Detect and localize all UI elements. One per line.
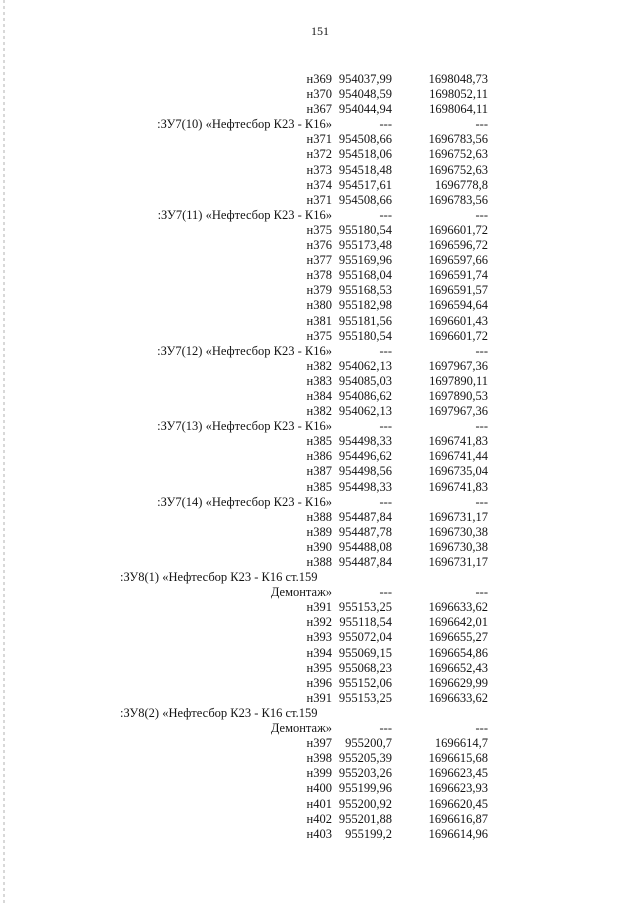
coordinate-row — [0, 178, 640, 193]
x-coordinate: 954498,56 — [338, 464, 392, 479]
y-coordinate: --- — [475, 207, 488, 222]
coordinate-row — [0, 359, 640, 374]
x-coordinate: 955180,54 — [338, 222, 392, 237]
x-coordinate: --- — [379, 117, 392, 132]
point-id: н376 — [306, 238, 332, 253]
x-coordinate: 955169,96 — [338, 253, 392, 268]
point-id: н381 — [306, 313, 332, 328]
point-id: н371 — [306, 192, 332, 207]
plot-label: Демонтаж» — [270, 585, 332, 600]
x-coordinate: 954062,13 — [338, 358, 392, 373]
y-coordinate: 1696655,27 — [428, 630, 488, 645]
y-coordinate: 1696741,44 — [428, 449, 488, 464]
plot-header-row — [0, 344, 640, 359]
point-id: н399 — [306, 766, 332, 781]
point-id: н398 — [306, 751, 332, 766]
x-coordinate: 954062,13 — [338, 404, 392, 419]
y-coordinate: 1696596,72 — [428, 238, 488, 253]
x-coordinate: 954498,33 — [338, 434, 392, 449]
point-id: н378 — [306, 268, 332, 283]
x-coordinate: 955118,54 — [339, 615, 392, 630]
point-id: н396 — [306, 675, 332, 690]
plot-header-row — [0, 585, 640, 600]
coordinate-row — [0, 238, 640, 253]
point-id: н391 — [306, 600, 332, 615]
x-coordinate: 955181,56 — [338, 313, 392, 328]
point-id: н370 — [306, 87, 332, 102]
x-coordinate: 955152,06 — [338, 675, 392, 690]
coordinate-row — [0, 540, 640, 555]
x-coordinate: 955069,15 — [338, 645, 392, 660]
y-coordinate: 1696629,99 — [428, 675, 488, 690]
coordinate-row — [0, 102, 640, 117]
y-coordinate: 1696597,66 — [428, 253, 488, 268]
coordinate-row — [0, 600, 640, 615]
point-id: н382 — [306, 404, 332, 419]
point-id: н391 — [306, 690, 332, 705]
y-coordinate: 1696731,17 — [428, 555, 488, 569]
x-coordinate: --- — [379, 494, 392, 509]
coordinate-row — [0, 374, 640, 389]
coordinate-row — [0, 525, 640, 540]
x-coordinate: 954048,59 — [338, 87, 392, 102]
x-coordinate: 955200,92 — [338, 796, 392, 811]
point-id: н383 — [306, 373, 332, 388]
y-coordinate: --- — [475, 419, 488, 434]
plot-header-row — [0, 495, 640, 510]
x-coordinate: 954498,33 — [338, 479, 392, 494]
coordinate-row — [0, 163, 640, 178]
plot-label: :ЗУ8(1) «Нефтесбор К23 - К16 ст.159 — [120, 570, 318, 585]
point-id: н397 — [306, 736, 332, 751]
y-coordinate: 1696642,01 — [428, 615, 488, 630]
point-id: н395 — [306, 660, 332, 675]
point-id: н390 — [306, 539, 332, 554]
y-coordinate: 1696752,63 — [428, 162, 488, 177]
x-coordinate: --- — [379, 207, 392, 222]
coordinate-row — [0, 434, 640, 449]
y-coordinate: 1696591,74 — [428, 268, 488, 283]
point-id: н377 — [306, 253, 332, 268]
plot-header-row — [0, 706, 640, 721]
y-coordinate: 1696601,72 — [428, 222, 488, 237]
y-coordinate: 1696730,38 — [428, 539, 488, 554]
y-coordinate: 1696620,45 — [428, 796, 488, 811]
y-coordinate: 1697890,53 — [428, 388, 488, 403]
point-id: н371 — [306, 132, 332, 147]
point-id: н372 — [306, 147, 332, 162]
y-coordinate: 1696615,68 — [428, 751, 488, 766]
point-id: н375 — [306, 222, 332, 237]
coordinate-row — [0, 630, 640, 645]
y-coordinate: 1696735,04 — [428, 464, 488, 479]
y-coordinate: 1696594,64 — [428, 298, 488, 313]
y-coordinate: 1696731,17 — [428, 509, 488, 524]
x-coordinate: --- — [379, 343, 392, 358]
coordinate-row — [0, 132, 640, 147]
coordinate-row — [0, 555, 640, 570]
y-coordinate: 1697890,11 — [429, 373, 488, 388]
point-id: н387 — [306, 464, 332, 479]
point-id: н401 — [306, 796, 332, 811]
coordinate-table — [0, 72, 640, 842]
x-coordinate: 954085,03 — [338, 373, 392, 388]
coordinate-row — [0, 389, 640, 404]
x-coordinate: 954487,84 — [338, 509, 392, 524]
x-coordinate: --- — [379, 419, 392, 434]
y-coordinate: 1696614,96 — [428, 826, 488, 841]
coordinate-row — [0, 404, 640, 419]
point-id: н379 — [306, 283, 332, 298]
y-coordinate: 1696616,87 — [428, 811, 488, 826]
point-id: н393 — [306, 630, 332, 645]
y-coordinate: 1696752,63 — [428, 147, 488, 162]
y-coordinate: --- — [475, 117, 488, 132]
x-coordinate: 954487,84 — [338, 555, 392, 569]
point-id: н402 — [306, 811, 332, 826]
coordinate-row — [0, 253, 640, 268]
x-coordinate: 955201,88 — [338, 811, 392, 826]
y-coordinate: 1696591,57 — [428, 283, 488, 298]
x-coordinate: 955153,25 — [338, 600, 392, 615]
page-number: 151 — [311, 24, 329, 38]
plot-header-row — [0, 208, 640, 223]
plot-header-row — [0, 721, 640, 736]
y-coordinate: 1698048,73 — [428, 72, 488, 86]
y-coordinate: 1696623,45 — [428, 766, 488, 781]
y-coordinate: 1697967,36 — [428, 404, 488, 419]
point-id: н388 — [306, 509, 332, 524]
coordinate-row — [0, 827, 640, 842]
x-coordinate: 954488,08 — [338, 539, 392, 554]
y-coordinate: 1696778,8 — [434, 177, 488, 192]
plot-label: :ЗУ7(12) «Нефтесбор К23 - К16» — [157, 343, 332, 358]
point-id: н373 — [306, 162, 332, 177]
x-coordinate: 954496,62 — [338, 449, 392, 464]
coordinate-row — [0, 615, 640, 630]
x-coordinate: 955168,04 — [338, 268, 392, 283]
y-coordinate: 1696614,7 — [434, 736, 488, 751]
point-id: н394 — [306, 645, 332, 660]
y-coordinate: 1696654,86 — [428, 645, 488, 660]
x-coordinate: 954518,48 — [338, 162, 392, 177]
point-id: н384 — [306, 388, 332, 403]
coordinate-row — [0, 510, 640, 525]
x-coordinate: 954508,66 — [338, 132, 392, 147]
coordinate-row — [0, 314, 640, 329]
plot-label: :ЗУ7(14) «Нефтесбор К23 - К16» — [157, 494, 332, 509]
point-id: н380 — [306, 298, 332, 313]
y-coordinate: 1696601,43 — [428, 313, 488, 328]
x-coordinate: 955182,98 — [338, 298, 392, 313]
y-coordinate: 1696633,62 — [428, 690, 488, 705]
point-id: н367 — [306, 102, 332, 117]
coordinate-row — [0, 646, 640, 661]
x-coordinate: 955072,04 — [338, 630, 392, 645]
coordinate-row — [0, 268, 640, 283]
coordinate-row — [0, 661, 640, 676]
x-coordinate: 954044,94 — [338, 102, 392, 117]
x-coordinate: --- — [379, 585, 392, 600]
coordinate-row — [0, 87, 640, 102]
y-coordinate: 1696652,43 — [428, 660, 488, 675]
y-coordinate: 1696601,72 — [428, 328, 488, 343]
point-id: н369 — [306, 72, 332, 86]
coordinate-row — [0, 193, 640, 208]
y-coordinate: 1698064,11 — [429, 102, 488, 117]
coordinate-row — [0, 751, 640, 766]
y-coordinate: 1696741,83 — [428, 479, 488, 494]
point-id: н375 — [306, 328, 332, 343]
point-id: н374 — [306, 177, 332, 192]
x-coordinate: 955180,54 — [338, 328, 392, 343]
x-coordinate: 954517,61 — [338, 177, 392, 192]
coordinate-row — [0, 676, 640, 691]
coordinate-row — [0, 147, 640, 162]
y-coordinate: 1696623,93 — [428, 781, 488, 796]
point-id: н388 — [306, 555, 332, 569]
y-coordinate: --- — [475, 721, 488, 736]
coordinate-row — [0, 283, 640, 298]
x-coordinate: 955199,96 — [338, 781, 392, 796]
point-id: н385 — [306, 479, 332, 494]
plot-label: :ЗУ7(11) «Нефтесбор К23 - К16» — [157, 207, 332, 222]
coordinate-row — [0, 691, 640, 706]
y-coordinate: --- — [475, 343, 488, 358]
x-coordinate: --- — [379, 721, 392, 736]
y-coordinate: 1696633,62 — [428, 600, 488, 615]
x-coordinate: 955173,48 — [338, 238, 392, 253]
y-coordinate: 1696730,38 — [428, 524, 488, 539]
coordinate-row — [0, 797, 640, 812]
x-coordinate: 954086,62 — [338, 388, 392, 403]
coordinate-row — [0, 781, 640, 796]
y-coordinate: --- — [475, 494, 488, 509]
x-coordinate: 955068,23 — [338, 660, 392, 675]
y-coordinate: 1696783,56 — [428, 192, 488, 207]
coordinate-row — [0, 812, 640, 827]
point-id: н386 — [306, 449, 332, 464]
x-coordinate: 955199,2 — [345, 826, 392, 841]
plot-header-row — [0, 117, 640, 132]
y-coordinate: --- — [475, 585, 488, 600]
plot-label: :ЗУ7(10) «Нефтесбор К23 - К16» — [157, 117, 332, 132]
coordinate-row — [0, 298, 640, 313]
plot-header-row — [0, 419, 640, 434]
plot-label: :ЗУ7(13) «Нефтесбор К23 - К16» — [157, 419, 332, 434]
point-id: н392 — [306, 615, 332, 630]
coordinate-row — [0, 464, 640, 479]
coordinate-row — [0, 223, 640, 238]
x-coordinate: 954508,66 — [338, 192, 392, 207]
plot-label: :ЗУ8(2) «Нефтесбор К23 - К16 ст.159 — [120, 705, 318, 720]
point-id: н389 — [306, 524, 332, 539]
coordinate-row — [0, 766, 640, 781]
x-coordinate: 955205,39 — [338, 751, 392, 766]
coordinate-row — [0, 480, 640, 495]
x-coordinate: 955200,7 — [345, 736, 392, 751]
coordinate-row — [0, 736, 640, 751]
point-id: н385 — [306, 434, 332, 449]
point-id: н382 — [306, 358, 332, 373]
y-coordinate: 1697967,36 — [428, 358, 488, 373]
x-coordinate: 954487,78 — [338, 524, 392, 539]
coordinate-row — [0, 72, 640, 87]
x-coordinate: 954518,06 — [338, 147, 392, 162]
y-coordinate: 1698052,11 — [429, 87, 488, 102]
plot-header-row — [0, 570, 640, 585]
coordinate-row — [0, 329, 640, 344]
point-id: н403 — [306, 826, 332, 841]
y-coordinate: 1696783,56 — [428, 132, 488, 147]
y-coordinate: 1696741,83 — [428, 434, 488, 449]
x-coordinate: 955153,25 — [338, 690, 392, 705]
point-id: н400 — [306, 781, 332, 796]
plot-label: Демонтаж» — [270, 721, 332, 736]
x-coordinate: 955203,26 — [338, 766, 392, 781]
coordinate-row — [0, 449, 640, 464]
x-coordinate: 955168,53 — [338, 283, 392, 298]
x-coordinate: 954037,99 — [338, 72, 392, 86]
